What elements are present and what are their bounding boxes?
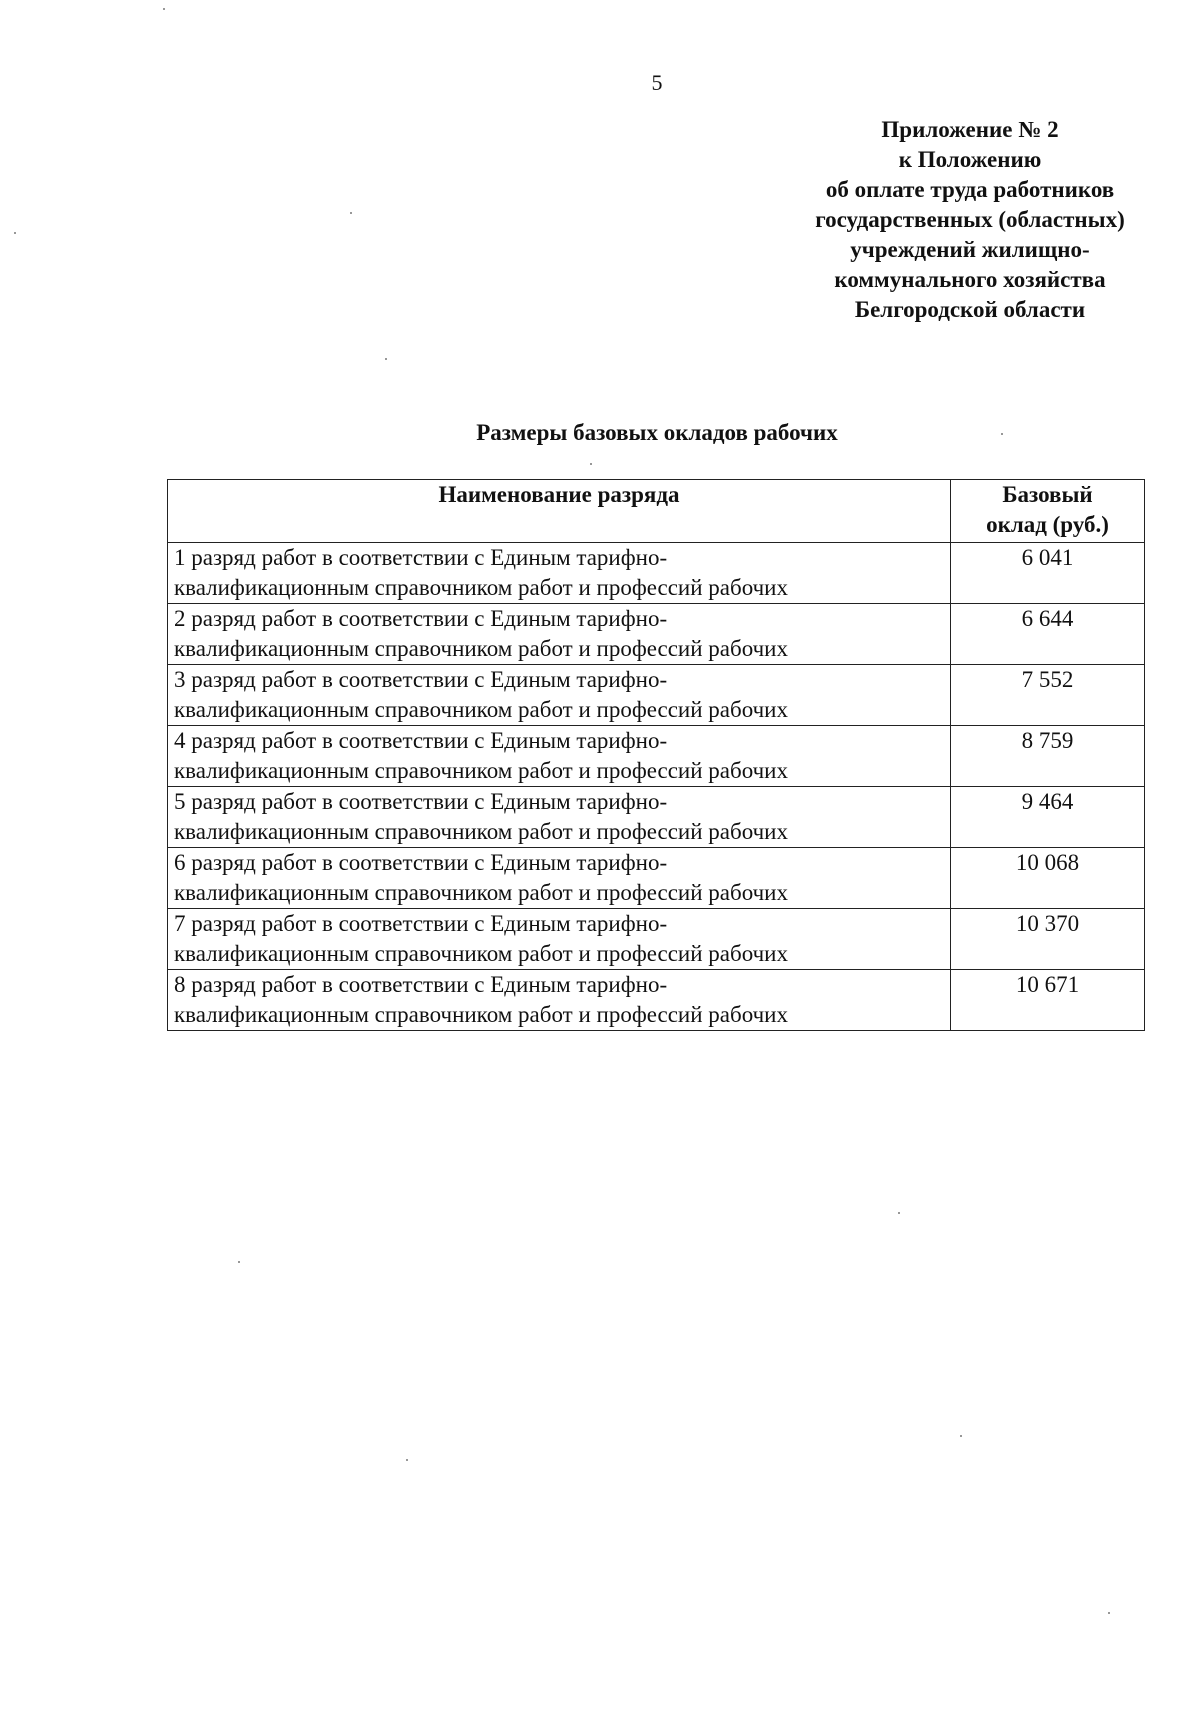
appendix-line: учреждений жилищно- <box>850 237 1090 262</box>
table-header-row <box>168 480 1145 543</box>
grade-name-cell: 2 разряд работ в соответствии с Единым тарифно- квалификационным справочником работ и профессий рабочих <box>168 604 951 665</box>
table-row <box>168 787 1145 848</box>
grade-name-cell: 3 разряд работ в соответствии с Единым тарифно- квалификационным справочником работ и профессий рабочих <box>168 665 951 726</box>
grade-name-cell: 6 разряд работ в соответствии с Единым тарифно- квалификационным справочником работ и профессий рабочих <box>168 848 951 909</box>
appendix-header <box>760 115 1180 325</box>
scan-speck <box>385 358 387 360</box>
grade-name-cell: 7 разряд работ в соответствии с Единым тарифно- квалификационным справочником работ и профессий рабочих <box>168 909 951 970</box>
salary-value-cell: 8 759 <box>951 726 1145 787</box>
table-row <box>168 909 1145 970</box>
table-row <box>168 604 1145 665</box>
scan-speck <box>406 1459 408 1461</box>
grade-name-cell: 5 разряд работ в соответствии с Единым тарифно- квалификационным справочником работ и профессий рабочих <box>168 787 951 848</box>
scan-speck <box>163 8 165 10</box>
header-grade-name: Наименование разряда <box>168 480 951 543</box>
grade-name-cell: 1 разряд работ в соответствии с Единым тарифно- квалификационным справочником работ и профессий рабочих <box>168 543 951 604</box>
salary-value-cell: 6 041 <box>951 543 1145 604</box>
table-row <box>168 970 1145 1031</box>
scan-speck <box>898 1212 900 1214</box>
page-number: 5 <box>651 70 663 95</box>
table-row <box>168 848 1145 909</box>
scan-speck <box>1001 433 1003 435</box>
appendix-line: об оплате труда работников <box>825 177 1115 202</box>
salary-value-cell: 10 671 <box>951 970 1145 1031</box>
grade-name-cell: 4 разряд работ в соответствии с Единым тарифно- квалификационным справочником работ и профессий рабочих <box>168 726 951 787</box>
appendix-line: Приложение № 2 <box>881 117 1059 142</box>
salary-table <box>167 479 1145 1031</box>
scan-speck <box>960 1435 962 1437</box>
scan-speck <box>590 463 592 465</box>
appendix-line: коммунального хозяйства <box>834 267 1106 292</box>
table-row <box>168 543 1145 604</box>
appendix-line: государственных (областных) <box>815 207 1125 232</box>
salary-value-cell: 9 464 <box>951 787 1145 848</box>
table-row <box>168 665 1145 726</box>
salary-value-cell: 6 644 <box>951 604 1145 665</box>
table-title: Размеры базовых окладов рабочих <box>476 420 838 445</box>
appendix-line: к Положению <box>898 147 1042 172</box>
salary-value-cell: 7 552 <box>951 665 1145 726</box>
grade-name-cell: 8 разряд работ в соответствии с Единым тарифно- квалификационным справочником работ и профессий рабочих <box>168 970 951 1031</box>
scan-speck <box>238 1261 240 1263</box>
scan-speck <box>1108 1612 1110 1614</box>
salary-value-cell: 10 370 <box>951 909 1145 970</box>
header-base-salary: Базовый оклад (руб.) <box>951 480 1145 543</box>
salary-value-cell: 10 068 <box>951 848 1145 909</box>
table-row <box>168 726 1145 787</box>
appendix-line: Белгородской области <box>854 297 1086 322</box>
scan-speck <box>350 212 352 214</box>
scan-speck <box>14 232 16 234</box>
